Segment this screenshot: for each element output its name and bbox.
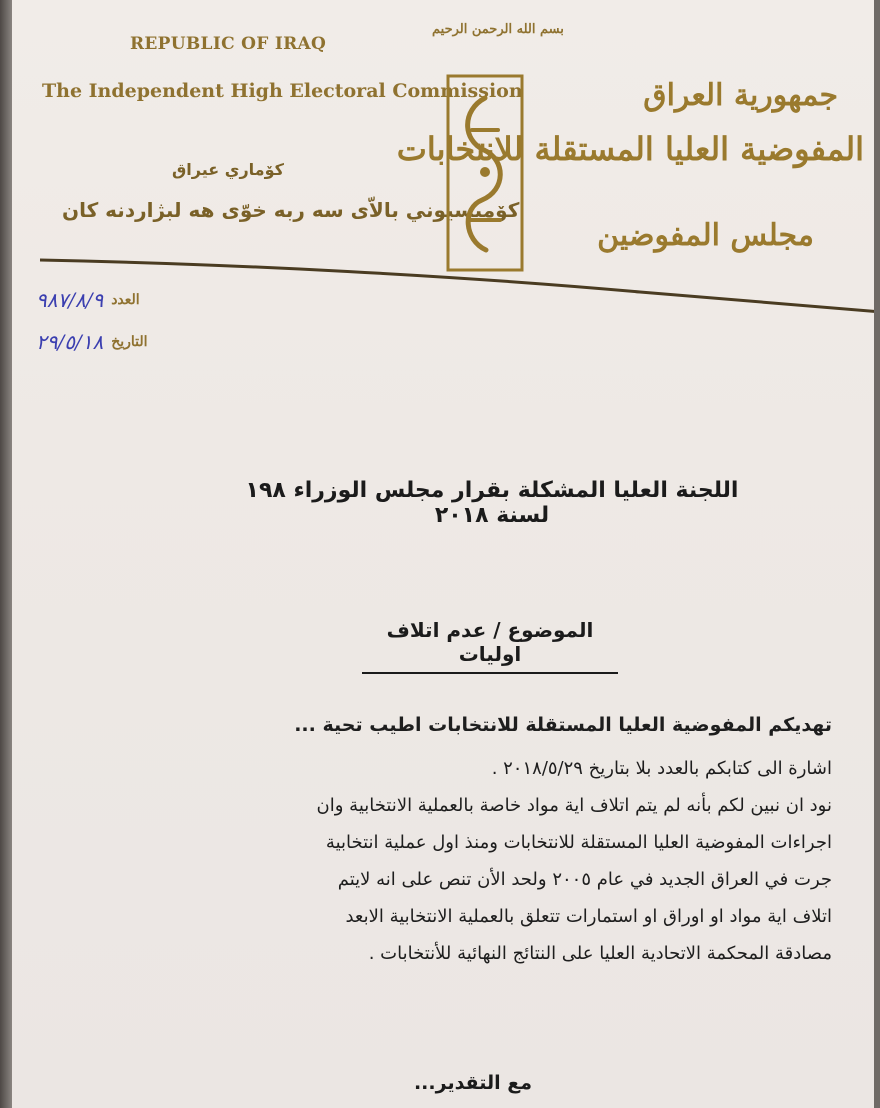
english-republic-title: REPUBLIC OF IRAQ [130, 34, 327, 54]
page-edge-shadow [0, 0, 12, 1108]
body-line: جرت في العراق الجديد في عام ٢٠٠٥ ولحد الأن تنص على انه لايتم [337, 869, 832, 890]
reference-block [36, 282, 216, 362]
reference-date-value: ٢٩/٥/١٨ [36, 330, 104, 354]
reference-number-row [36, 288, 140, 312]
english-commission-name: The Independent High Electoral Commission [42, 80, 523, 102]
reference-number-value: ٩٨٧/٨/٩ [36, 288, 104, 312]
closing-regards: مع التقدير... [413, 1072, 532, 1094]
body-line: نود ان نبين لكم بأنه لم يتم اتلاف اية مواد خاصة بالعملية الانتخابية وان [316, 795, 832, 816]
body-line: مصادقة المحكمة الاتحادية العليا على النتائج النهائية للأنتخابات . [368, 943, 832, 964]
letter-body [132, 714, 832, 972]
body-line: اجراءات المفوضية العليا المستقلة للانتخابات ومنذ اول عملية انتخابية [325, 832, 832, 853]
reference-date-row [36, 330, 148, 354]
commission-logo [442, 70, 528, 276]
kurdish-commission-name: كۆميسيوني بالاّى سه ربه خوّى هه لبژاردنه كان [62, 198, 520, 222]
arabic-council-name: مجلس المفوضين [597, 218, 814, 253]
arabic-republic-title: جمهورية العراق [643, 78, 838, 113]
reference-number-label: العدد [111, 292, 140, 308]
body-line: اتلاف اية مواد او اوراق او استمارات تتعلق بالعملية الانتخابية الابعد [345, 906, 832, 927]
letter-page [12, 0, 874, 1108]
body-line: اشارة الى كتابكم بالعدد بلا بتاريخ ٢٠١٨/٥/٢٩ . [491, 758, 832, 779]
committee-heading: اللجنة العليا المشكلة بقرار مجلس الوزراء ١٩٨ لسنة ٢٠١٨ [245, 478, 739, 528]
greeting-line: تهديكم المفوضية العليا المستقلة للانتخابات اطيب تحية ... [294, 714, 832, 736]
reference-date-label: التاريخ [111, 334, 148, 350]
basmala-calligraphy: بسم الله الرحمن الرحيم [432, 22, 564, 37]
kurdish-country-name: كۆماري عيراق [172, 160, 284, 179]
subject-line: الموضوع / عدم اتلاف اوليات [362, 618, 618, 674]
arabic-commission-name: المفوضية العليا المستقلة للانتخابات [396, 130, 864, 168]
